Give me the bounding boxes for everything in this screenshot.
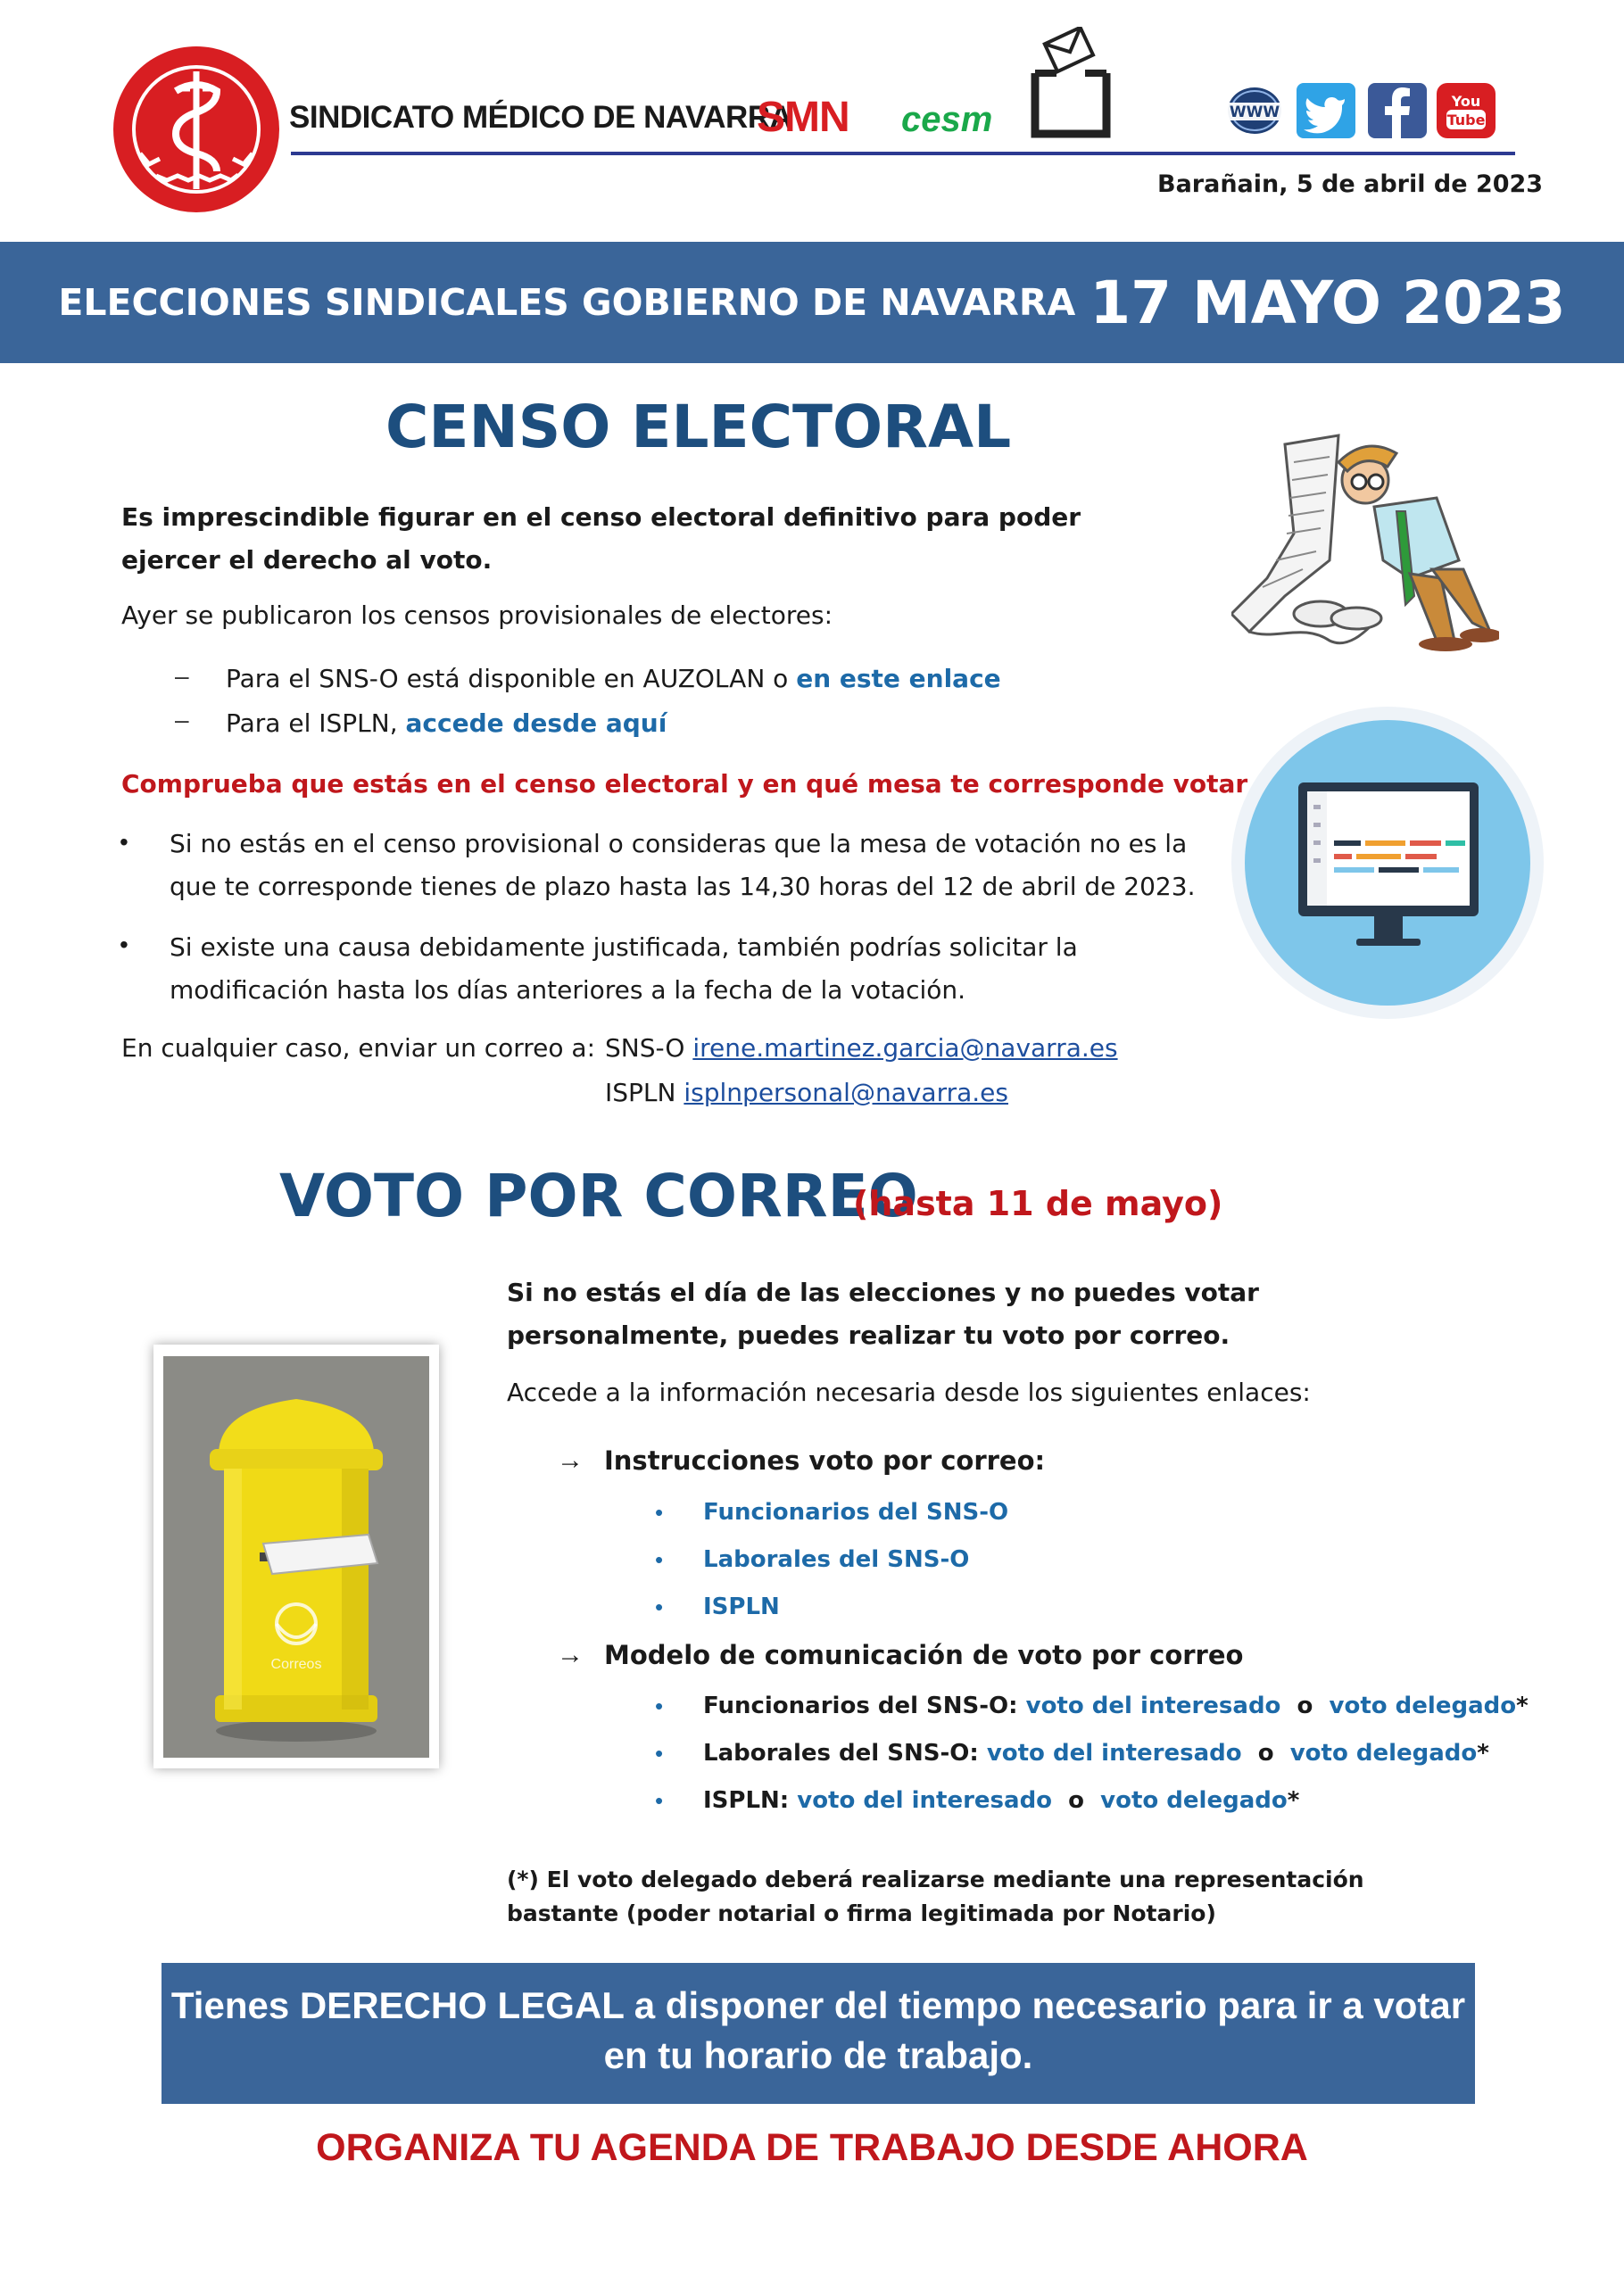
banner-title <box>0 242 1624 363</box>
asterisk: * <box>1516 1693 1529 1719</box>
youtube-label-top: You <box>1451 93 1481 110</box>
voto-title: VOTO POR CORREO <box>279 1162 918 1230</box>
bullet-marker: • <box>655 1594 664 1620</box>
sns-email-link[interactable]: irene.martinez.garcia@navarra.es <box>692 1033 1118 1063</box>
separator: o <box>1068 1787 1085 1814</box>
voto-delegado-link[interactable]: voto delegado <box>1289 1740 1478 1767</box>
agenda-callout: ORGANIZA TU AGENDA DE TRABAJO DESDE AHORA <box>316 2126 1308 2169</box>
instructions-heading: Instrucciones voto por correo: <box>604 1445 1046 1476</box>
bullet-marker: • <box>655 1499 664 1526</box>
org-name: SINDICATO MÉDICO DE NAVARRA <box>289 100 792 135</box>
voto-delegado-link[interactable]: voto delegado <box>1100 1787 1288 1814</box>
voto-deadline: (hasta 11 de mayo) <box>853 1184 1223 1223</box>
model-row-funcionarios <box>703 1693 1529 1719</box>
sns-email-line <box>605 1033 1118 1063</box>
model-row-ispln <box>703 1787 1299 1814</box>
dash-marker: – <box>175 662 189 690</box>
check-census-heading: Comprueba que estás en el censo electoral y en qué mesa te corresponde votar <box>121 769 1248 799</box>
model-row-label: Funcionarios del SNS-O: <box>703 1693 1018 1719</box>
youtube-icon[interactable] <box>1437 83 1496 138</box>
arrow-marker: → <box>557 1640 584 1669</box>
censo-intro: Es imprescindible figurar en el censo electoral definitivo para poder ejercer el derecho al voto. <box>121 502 1081 575</box>
website-icon[interactable] <box>1222 86 1287 136</box>
asterisk: * <box>1477 1740 1489 1767</box>
voto-delegado-link[interactable]: voto delegado <box>1329 1693 1517 1719</box>
sns-email-label: SNS-O <box>605 1033 693 1063</box>
delegated-vote-footnote: (*) El voto delegado deberá realizarse mediante una representación bastante (poder notarial o firma legitimada por Notario) <box>507 1867 1364 1926</box>
smn-wordmark: SMN <box>757 94 849 141</box>
email-intro: En cualquier caso, enviar un correo a: <box>121 1033 596 1063</box>
header-rule <box>291 152 1515 155</box>
censo-published-text: Ayer se publicaron los censos provisionales de electores: <box>121 600 833 630</box>
ispln-email-label: ISPLN <box>605 1078 684 1107</box>
ispln-census-text: Para el ISPLN, <box>226 708 406 738</box>
ballot-box-icon <box>1026 27 1115 143</box>
instructions-link-funcionarios[interactable]: Funcionarios del SNS-O <box>703 1499 1009 1526</box>
arrow-marker: → <box>557 1445 584 1475</box>
instructions-link-ispln[interactable]: ISPLN <box>703 1594 780 1620</box>
banner-text: ELECCIONES SINDICALES GOBIERNO DE NAVARRA <box>58 281 1076 324</box>
sns-census-item <box>226 664 1001 693</box>
mailbox-photo <box>163 1356 429 1758</box>
voto-intro: Si no estás el día de las elecciones y no puedes votar personalmente, puedes realizar tu voto por correo. <box>507 1278 1259 1350</box>
model-row-label: Laborales del SNS-O: <box>703 1740 979 1767</box>
justified-cause-bullet: Si existe una causa debidamente justificada, también podrías solicitar la modificación hasta los días anteriores a la fecha de la votación. <box>170 932 1078 1005</box>
bullet-marker: • <box>120 931 128 958</box>
monitor-illustration <box>1231 707 1544 1019</box>
voto-access-text: Accede a la información necesaria desde los siguientes enlaces: <box>507 1378 1311 1407</box>
deadline-bullet: Si no estás en el censo provisional o consideras que la mesa de votación no es la que te corresponde tienes de plazo hasta las 14,30 horas del 12 de abril de 2023. <box>170 829 1196 901</box>
document-date: Barañain, 5 de abril de 2023 <box>1157 170 1544 198</box>
caduceus-icon <box>113 46 279 212</box>
separator: o <box>1297 1693 1313 1719</box>
model-row-label: ISPLN: <box>703 1787 790 1814</box>
voto-interesado-link[interactable]: voto del interesado <box>1025 1693 1281 1719</box>
ispln-census-item <box>226 708 667 738</box>
cesm-wordmark: cesm <box>901 100 993 139</box>
bullet-marker: • <box>655 1740 664 1767</box>
bullet-marker: • <box>655 1546 664 1573</box>
model-heading: Modelo de comunicación de voto por correo <box>604 1640 1244 1670</box>
mailbox-brand-text: Correos <box>270 1657 322 1672</box>
ispln-email-link[interactable]: isplnpersonal@navarra.es <box>684 1078 1008 1107</box>
dash-marker: – <box>175 706 189 733</box>
instructions-link-laborales[interactable]: Laborales del SNS-O <box>703 1546 970 1573</box>
ispln-census-link[interactable]: accede desde aquí <box>405 708 667 738</box>
separator: o <box>1257 1740 1274 1767</box>
election-date: 17 MAYO 2023 <box>1090 268 1566 337</box>
bullet-marker: • <box>655 1693 664 1719</box>
sns-census-link[interactable]: en este enlace <box>796 664 1001 693</box>
legal-right-text: Tienes DERECHO LEGAL a disponer del tiempo necesario para ir a votar en tu horario de trabajo. <box>170 1984 1466 2076</box>
voto-interesado-link[interactable]: voto del interesado <box>797 1787 1053 1814</box>
censo-title: CENSO ELECTORAL <box>385 393 1012 461</box>
voto-interesado-link[interactable]: voto del interesado <box>986 1740 1242 1767</box>
man-reading-list-illustration <box>1231 426 1499 658</box>
asterisk: * <box>1287 1787 1300 1814</box>
youtube-label-bottom: Tube <box>1446 112 1486 128</box>
sns-census-text: Para el SNS-O está disponible en AUZOLAN o <box>226 664 797 693</box>
bullet-marker: • <box>655 1787 664 1814</box>
www-label: WWW <box>1229 103 1280 121</box>
model-row-laborales <box>703 1740 1489 1767</box>
twitter-icon[interactable] <box>1297 83 1355 138</box>
bullet-marker: • <box>120 828 128 856</box>
ispln-email-line <box>605 1078 1008 1107</box>
facebook-icon[interactable] <box>1368 83 1427 138</box>
smn-logo <box>113 46 279 212</box>
